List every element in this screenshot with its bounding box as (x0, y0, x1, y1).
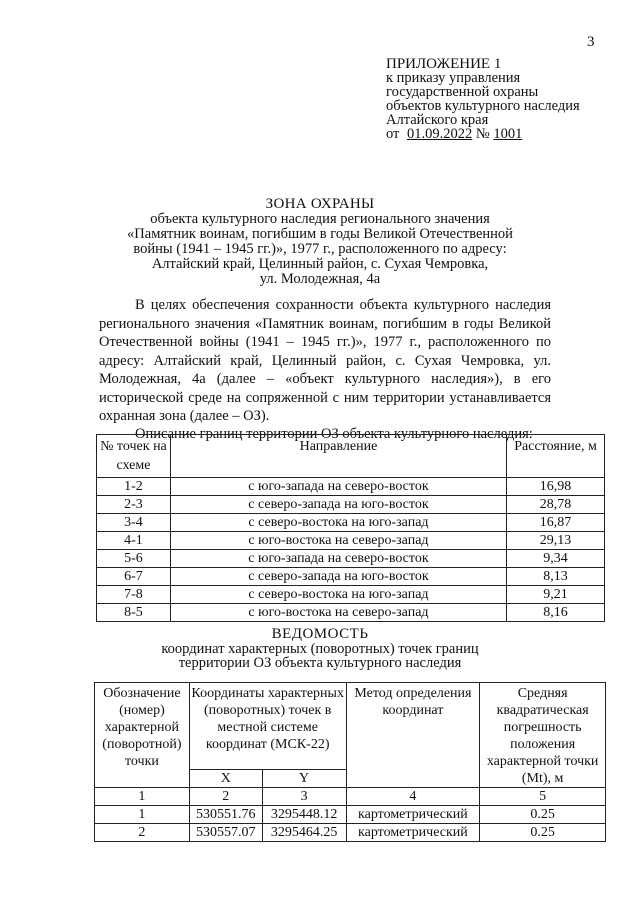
table-row (95, 824, 606, 842)
header-cell: Средняя квадратическая погрешность положения характерной точки (Mt), м (480, 683, 606, 788)
vedomost-title: ВЕДОМОСТЬ (271, 626, 369, 642)
table-cell: 530551.76 (189, 806, 262, 824)
table-cell: 28,78 (507, 496, 605, 514)
table-cell: картометрический (346, 806, 480, 824)
header-cell-x: X (189, 769, 262, 787)
heading-line: объекта культурного наследия регионального значения (150, 211, 490, 227)
vedomost-line: координат характерных (поворотных) точек границ (161, 641, 479, 657)
heading-line: войны (1941 – 1945 гг.)», 1977 г., расположенного по адресу: (133, 241, 507, 257)
table-cell: 9,34 (507, 550, 605, 568)
table-cell: 2 (189, 788, 262, 806)
table-cell: с юго-запада на северо-восток (170, 550, 506, 568)
table-cell: с юго-востока на северо-запад (170, 532, 506, 550)
header-cell: Обозначение (номер) характерной (поворотной) точки (95, 683, 190, 788)
vedomost-line: территории ОЗ объекта культурного наследия (178, 655, 462, 671)
vedomost-heading (0, 626, 640, 670)
boundary-table (96, 434, 605, 622)
table-row (95, 806, 606, 824)
appendix-line: Алтайского края (386, 112, 489, 128)
table-cell: 16,87 (507, 514, 605, 532)
header-cell: Направление (170, 435, 506, 478)
table-cell: 3295448.12 (262, 806, 346, 824)
number-prefix: № (475, 126, 490, 142)
table1-caption: Описание границ территории ОЗ объекта культурного наследия: (135, 426, 533, 442)
table-cell: 29,13 (507, 532, 605, 550)
appendix-line: объектов культурного наследия (386, 98, 580, 114)
appendix-block (386, 57, 580, 141)
table-header-row (97, 435, 605, 478)
table-cell: с северо-востока на юго-запад (170, 514, 506, 532)
heading-line: «Памятник воинам, погибшим в годы Великой Отечественной (127, 226, 513, 242)
appendix-line: государственной охраны (386, 84, 539, 100)
coordinates-table (94, 682, 606, 842)
table-row (97, 478, 605, 496)
table-cell: 5-6 (97, 550, 171, 568)
table-cell: 9,21 (507, 586, 605, 604)
table-cell: картометрический (346, 824, 480, 842)
table-number-row (95, 788, 606, 806)
appendix-title: ПРИЛОЖЕНИЕ 1 (386, 56, 502, 72)
body-text (99, 296, 551, 426)
order-date: 01.09.2022 (407, 126, 473, 142)
table-cell: 16,98 (507, 478, 605, 496)
table-cell: 8,13 (507, 568, 605, 586)
table-cell: с северо-востока на юго-запад (170, 586, 506, 604)
appendix-date-line (386, 127, 580, 141)
appendix-line: к приказу управления (386, 70, 521, 86)
table-cell: 8-5 (97, 604, 171, 622)
table-cell: 7-8 (97, 586, 171, 604)
table-cell: 0.25 (480, 806, 606, 824)
table-cell: 1-2 (97, 478, 171, 496)
header-cell: Расстояние, м (507, 435, 605, 478)
table-cell: 2 (95, 824, 190, 842)
page-number: 3 (587, 34, 595, 50)
table-cell: 4-1 (97, 532, 171, 550)
table-cell: 1 (95, 788, 190, 806)
table-cell: с северо-запада на юго-восток (170, 496, 506, 514)
table-header-row (95, 683, 606, 770)
heading-title: ЗОНА ОХРАНЫ (265, 196, 375, 212)
table-cell: 3295464.25 (262, 824, 346, 842)
order-number: 1001 (493, 126, 523, 142)
header-cell-y: Y (262, 769, 346, 787)
header-cell: Координаты характерных (поворотных) точек в местной системе координат (МСК-22) (189, 683, 346, 770)
table-row (97, 568, 605, 586)
table-cell: 6-7 (97, 568, 171, 586)
table-cell: 2-3 (97, 496, 171, 514)
table-row (97, 514, 605, 532)
table-cell: с юго-востока на северо-запад (170, 604, 506, 622)
table-cell: 1 (95, 806, 190, 824)
table-row (97, 604, 605, 622)
table-cell: с северо-запада на юго-восток (170, 568, 506, 586)
date-prefix: от (386, 126, 400, 142)
table-row (97, 496, 605, 514)
table-cell: 8,16 (507, 604, 605, 622)
table-row (97, 532, 605, 550)
table-cell: с юго-запада на северо-восток (170, 478, 506, 496)
table-row (97, 550, 605, 568)
table-cell: 4 (346, 788, 480, 806)
intro-paragraph: В целях обеспечения сохранности объекта культурного наследия регионального значения «Памятник воинам, погибшим в годы Великой Отечественной войны (1941 – 1945 гг.)», 1977 г., расположенного по адресу: Алтайский край, Целинный район, с. Сухая Чемровка, ул. Молодежная, 4а (далее – «объект культурного наследия»), в его исторической среде на сопряженной с ним территории устанавливается охранная зона (далее – ОЗ). (99, 297, 551, 424)
table-row (97, 586, 605, 604)
table-cell: 3-4 (97, 514, 171, 532)
table-cell: 5 (480, 788, 606, 806)
table-cell: 3 (262, 788, 346, 806)
document-heading (0, 196, 640, 287)
table-cell: 0.25 (480, 824, 606, 842)
heading-line: Алтайский край, Целинный район, с. Сухая Чемровка, (151, 256, 489, 272)
header-cell: № точек на схеме (97, 435, 171, 478)
table-cell: 530557.07 (189, 824, 262, 842)
header-cell: Метод определения координат (346, 683, 480, 788)
heading-line: ул. Молодежная, 4а (259, 271, 381, 287)
